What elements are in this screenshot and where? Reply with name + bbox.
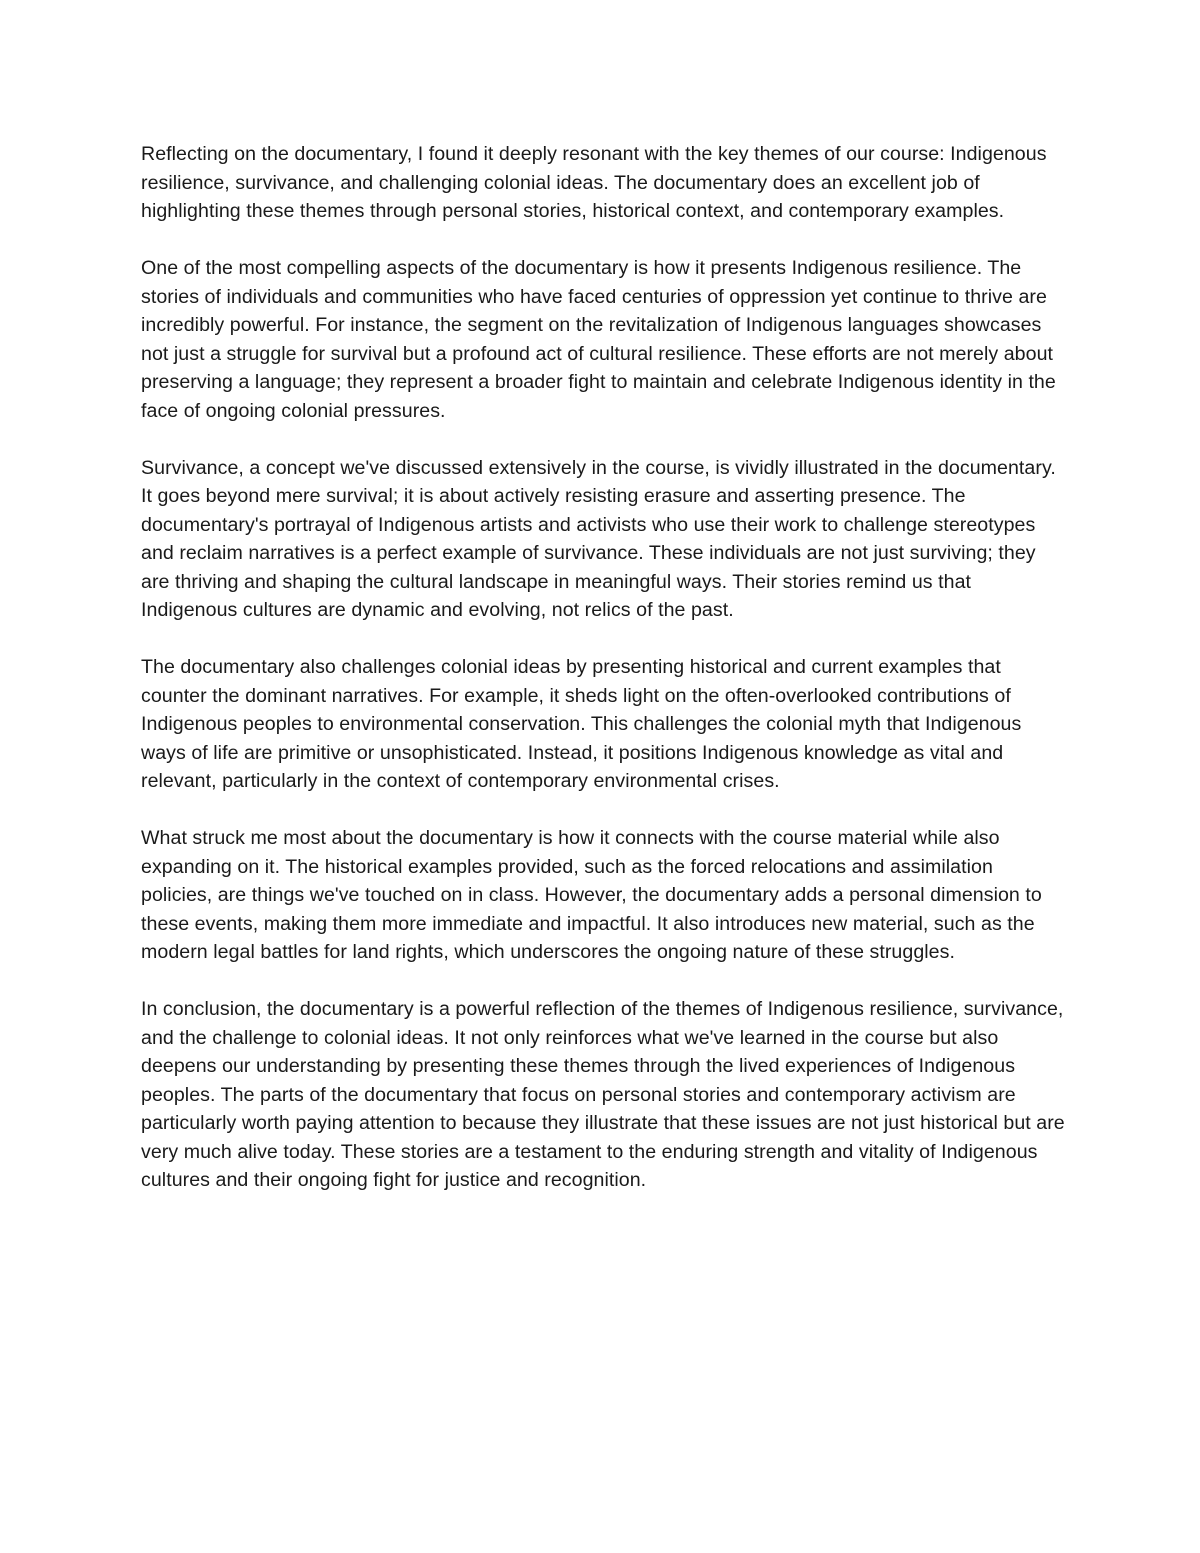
paragraph-conclusion: In conclusion, the documentary is a powerful reflection of the themes of Indigenous resilience, survivance, and the challenge to colonial ideas. It not only reinforces what we've learned in the course but also deepens our understanding by presenting these themes through the lived experiences of Indigenous peoples. The parts of the documentary that focus on personal stories and contemporary activism are particularly worth paying attention to because they illustrate that these issues are not just historical but are very much alive today. These stories are a testament to the enduring strength and vitality of Indigenous cultures and their ongoing fight for justice and recognition. — [141, 998, 1065, 1191]
paragraph-colonial-ideas: The documentary also challenges colonial ideas by presenting historical and current examples that counter the dominant narratives. For example, it sheds light on the often-overlooked contributions of Indigenous peoples to environmental conservation. This challenges the colonial myth that Indigenous ways of life are primitive or unsophisticated. Instead, it positions Indigenous knowledge as vital and relevant, particularly in the context of contemporary environmental crises. — [141, 656, 1022, 792]
paragraph-resilience: One of the most compelling aspects of the documentary is how it presents Indigenous resilience. The stories of individuals and communities who have faced centuries of oppression yet continue to thrive are incredibly powerful. For instance, the segment on the revitalization of Indigenous languages showcases not just a struggle for survival but a profound act of cultural resilience. These efforts are not merely about preserving a language; they represent a broader fight to maintain and celebrate Indigenous identity in the face of ongoing colonial pressures. — [141, 257, 1056, 422]
paragraph-course-connection: What struck me most about the documentary is how it connects with the course material while also expanding on it. The historical examples provided, such as the forced relocations and assimilation policies, are things we've touched on in class. However, the documentary adds a personal dimension to these events, making them more immediate and impactful. It also introduces new material, such as the modern legal battles for land rights, which underscores the ongoing nature of these struggles. — [141, 827, 1042, 963]
paragraph-intro: Reflecting on the documentary, I found it deeply resonant with the key themes of our course: Indigenous resilience, survivance, and challenging colonial ideas. The documentary does an excellent job of highlighting these themes through personal stories, historical context, and contemporary examples. — [141, 143, 1047, 222]
document-body — [141, 140, 1066, 1223]
paragraph-survivance: Survivance, a concept we've discussed extensively in the course, is vividly illustrated in the documentary. It goes beyond mere survival; it is about actively resisting erasure and asserting presence. The documentary's portrayal of Indigenous artists and activists who use their work to challenge stereotypes and reclaim narratives is a perfect example of survivance. These individuals are not just surviving; they are thriving and shaping the cultural landscape in meaningful ways. Their stories remind us that Indigenous cultures are dynamic and evolving, not relics of the past. — [141, 456, 1056, 621]
